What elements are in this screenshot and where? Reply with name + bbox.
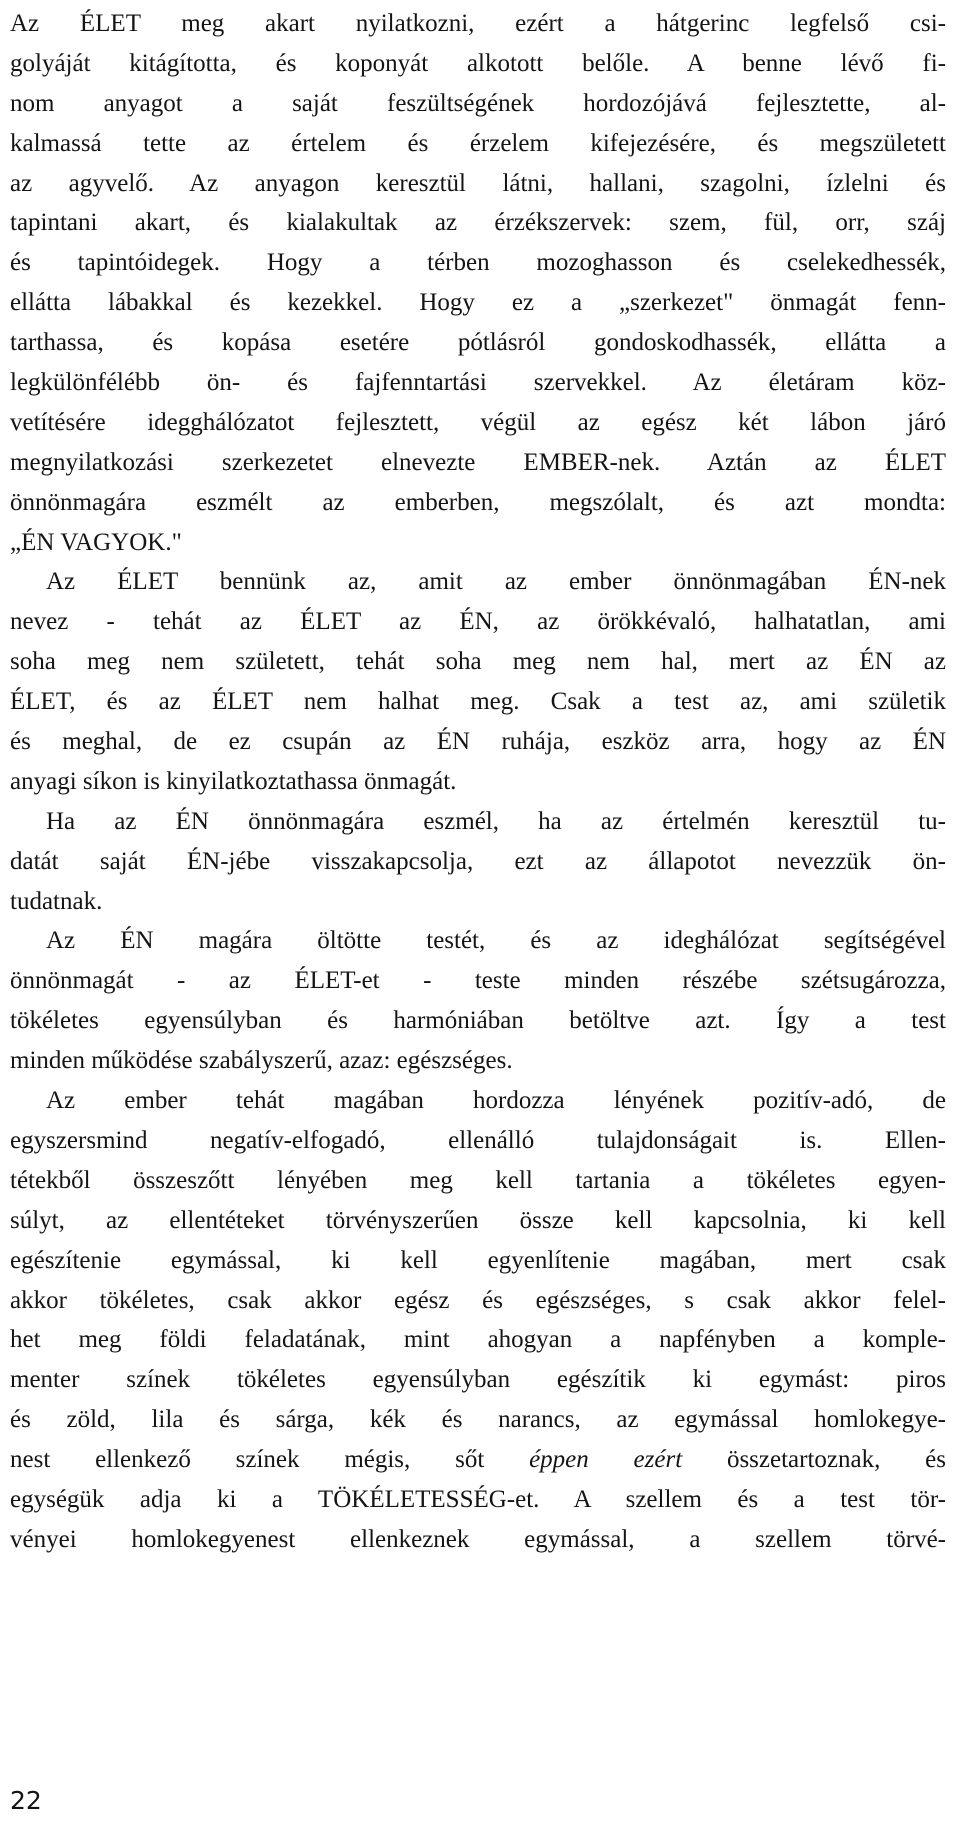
text-line: súlyt, az ellentéteket törvényszerűen össze kell kapcsolnia, ki kell — [10, 1206, 946, 1234]
text-line: datát saját ÉN-jébe visszakapcsolja, ezt az állapotot nevezzük ön- — [10, 847, 946, 875]
paragraph-3 — [10, 802, 946, 922]
text-line: egységük adja ki a TÖKÉLETESSÉG-et. A szellem és a test tör- — [10, 1485, 946, 1513]
text-line: egészítenie egymással, ki kell egyenlítenie magában, mert csak — [10, 1246, 946, 1274]
text-line: anyagi síkon is kinyilatkoztathassa önmagát. — [10, 767, 457, 795]
text-line: het meg földi feladatának, mint ahogyan a napfényben a komple- — [10, 1326, 946, 1354]
text-line: Az ÉLET bennünk az, amit az ember önnönmagában ÉN-nek — [46, 568, 946, 596]
text-line: önnönmagára eszmélt az emberben, megszólalt, és azt mondta: — [10, 488, 946, 516]
text-line: tökéletes egyensúlyban és harmóniában betöltve azt. Így a test — [10, 1007, 946, 1035]
text-line: Ha az ÉN önnönmagára eszmél, ha az értelmén keresztül tu- — [46, 807, 946, 835]
text-line: önnönmagát - az ÉLET-et - teste minden részébe szétsugározza, — [10, 967, 946, 995]
text-line-with-italic — [10, 1440, 946, 1480]
text-line: akkor tökéletes, csak akkor egész és egészséges, s csak akkor felel- — [10, 1286, 946, 1314]
text-line: Az ember tehát magában hordozza lényének pozitív-adó, de — [46, 1087, 946, 1115]
text-line: menter színek tökéletes egyensúlyban egészítik ki egymást: piros — [10, 1366, 946, 1394]
paragraph-2 — [10, 562, 946, 801]
body-text — [10, 4, 946, 1560]
paragraph-1 — [10, 4, 946, 562]
text-line: és meghal, de ez csupán az ÉN ruhája, eszköz arra, hogy az ÉN — [10, 728, 946, 756]
text-segment: összetartoznak, és — [682, 1446, 946, 1474]
text-line: Az ÉLET meg akart nyilatkozni, ezért a hátgerinc legfelső csi- — [10, 10, 946, 37]
text-line: soha meg nem született, tehát soha meg nem hal, mert az ÉN az — [10, 648, 946, 676]
text-line: tapintani akart, és kialakultak az érzékszervek: szem, fül, orr, száj — [10, 209, 946, 237]
text-line: tétekből összeszőtt lényében meg kell tartania a tökéletes egyen- — [10, 1166, 946, 1194]
italic-emphasis: éppen ezért — [529, 1446, 683, 1474]
text-line: megnyilatkozási szerkezetet elnevezte EMBER-nek. Aztán az ÉLET — [10, 448, 946, 476]
text-line: egyszersmind negatív-elfogadó, ellenálló tulajdonságait is. Ellen- — [10, 1126, 946, 1154]
text-line: tarthassa, és kopása esetére pótlásról gondoskodhassék, ellátta a — [10, 329, 946, 357]
paragraph-5 — [10, 1081, 946, 1560]
text-line: „ÉN VAGYOK." — [10, 528, 182, 556]
text-line: ÉLET, és az ÉLET nem halhat meg. Csak a test az, ami születik — [10, 688, 946, 716]
text-line: az agyvelő. Az anyagon keresztül látni, hallani, szagolni, ízlelni és — [10, 169, 946, 197]
text-line: minden működése szabályszerű, azaz: egészséges. — [10, 1047, 513, 1075]
text-segment: nest ellenkező színek mégis, sőt — [10, 1446, 530, 1474]
text-line: nevez - tehát az ÉLET az ÉN, az örökkévaló, halhatatlan, ami — [10, 608, 946, 636]
text-line: vényei homlokegyenest ellenkeznek egymással, a szellem törvé- — [10, 1525, 946, 1553]
text-line: vetítésére idegghálózatot fejlesztett, végül az egész két lábon járó — [10, 408, 946, 436]
page-number: 22 — [10, 1786, 42, 1815]
text-line: golyáját kitágította, és koponyát alkotott belőle. A benne lévő fi- — [10, 49, 946, 77]
text-line: tudatnak. — [10, 887, 103, 915]
text-line: legkülönfélébb ön- és fajfenntartási szervekkel. Az életáram köz- — [10, 369, 946, 397]
text-line: ellátta lábakkal és kezekkel. Hogy ez a „szerkezet" önmagát fenn- — [10, 289, 946, 317]
text-line: és zöld, lila és sárga, kék és narancs, az egymással homlokegye- — [10, 1406, 946, 1434]
text-line: nom anyagot a saját feszültségének hordozójává fejlesztette, al- — [10, 89, 946, 117]
text-line: kalmassá tette az értelem és érzelem kifejezésére, és megszületett — [10, 129, 946, 157]
text-line: Az ÉN magára öltötte testét, és az ideghálózat segítségével — [46, 927, 946, 955]
paragraph-4 — [10, 921, 946, 1081]
text-line: és tapintóidegek. Hogy a térben mozoghasson és cselekedhessék, — [10, 249, 946, 277]
